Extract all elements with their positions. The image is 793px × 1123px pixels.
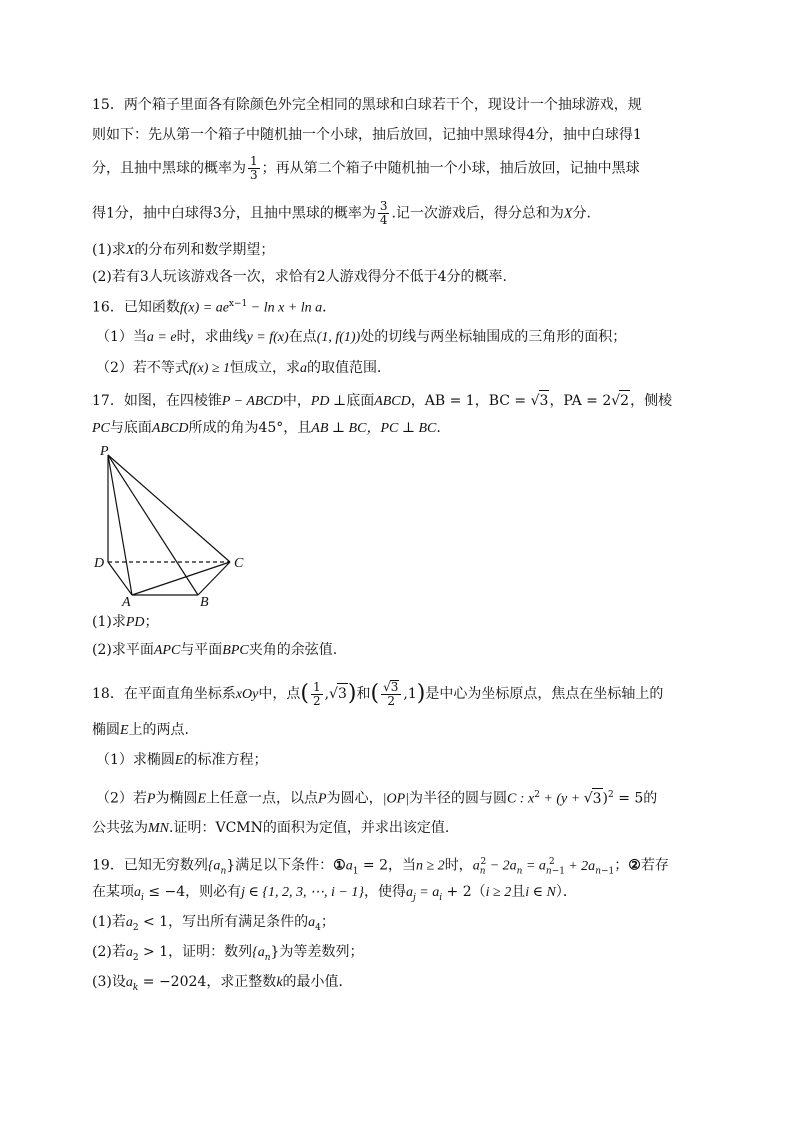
q15-line-3: 分，且抽中黑球的概率为 $\frac{1}{3}$ ；再从第二个箱子中随机抽一个小球，抽后放回，记抽中黑球 [92,154,640,182]
q19-stem-line-2: 在某项$a_i \le -4$，则必有j ∈ {1, 2, 3, ⋯, i − 1}，使得$a_j = a_i + 2(i \ge 2$且i ∈ N）． [92,884,577,903]
q18-subquestion-1: （1）求椭圆E的标准方程； [96,752,268,768]
label-c: C [234,556,244,571]
edge-pb [108,455,198,595]
q15-line-2: 则如下：先从第一个箱子中随机抽一个小球，抽后放回，记抽中黑球得4分，抽中白球得1 [92,127,642,143]
fraction: $\frac{1}{3}$ [250,154,258,182]
q18-stem-line-2: 椭圆E上的两点. [92,722,190,738]
q16-subquestion-2: （2）若不等式f(x) ≥ 1恒成立，求a的取值范围． [96,360,392,376]
label-d: D [94,556,105,571]
q17-stem-line-1: 17．如图，在四棱锥P − ABCD中，PD ⊥底面ABCD，AB = 1，BC = √3，PA = 2√2，侧棱 [92,390,672,412]
q18-subquestion-2: （2）若P为椭圆E上任意一点，以点P为圆心，|OP|为半径的圆与圆C : $x^2 + (y + √3)^2 = 5$的 [96,785,657,810]
label-p: P [100,444,109,459]
q15-subquestion-2: (2)若有3人玩该游戏各一次，求恰有2人游戏得分不低于4分的概率. [92,269,508,285]
label-b: B [200,595,209,610]
q17-stem-line-2: PC与底面ABCD所成的角为45°，且AB ⊥ BC，PC ⊥ BC. [92,420,441,436]
q19-subquestion-1: (1)若$a_2 < 1$，写出所有满足条件的$a_4$； [92,914,335,933]
fraction: $\frac{3}{4}$ [379,199,388,227]
fraction: $\frac{1}{2}$ [312,679,321,708]
q16-stem: 16．已知函数$f(x) = ae^{x-1} - \ln x + \ln a$． [92,299,337,316]
q18-subquestion-2-cont: 公共弦为MN.证明：VCMN的面积为定值，并求出该定值. [92,820,450,836]
q19-subquestion-3: (3)设$a_k = -2024$，求正整数k的最小值． [92,974,353,993]
pyramid-figure [90,440,260,610]
q15-line-1: 15．两个箱子里面各有除颜色外完全相同的黑球和白球若干个，现设计一个抽球游戏，规 [92,97,642,113]
q17-subquestion-1: (1)求PD； [92,614,159,630]
edge-ac [132,562,230,595]
fraction: $\frac{√3}{2}$ [381,680,401,708]
q15-line-4: 得1分，抽中白球得3分，且抽中黑球的概率为 $\frac{3}{4}$ .记一次游戏后，得分总和为X分. [92,199,591,227]
edge-da [108,562,132,595]
q16-subquestion-1: （1）当a = e时，求曲线y = f(x)在点(1, f(1))处的切线与两坐标轴围成的三角形的面积； [96,329,627,345]
q19-subquestion-2: (2)若$a_2 > 1$，证明：数列$\{a_n\}$为等差数列； [92,944,364,963]
edge-pc [108,455,230,562]
q15-subquestion-1: (1)求X的分布列和数学期望； [92,242,275,258]
q19-stem-line-1: 19．已知无穷数列$\{a_n\}$满足以下条件：$①a_1 = 2$，当n ≥ 2时，$a_n^2 - 2a_n = a_{n-1}^2 + 2a_{n-1}$；②若存 [92,857,669,877]
q18-stem-line-1: 18．在平面直角坐标系xOy中，点( $\frac{1}{2}$ ,√3)和( $\frac{√3}{2}$ ,1)是中心为坐标原点，焦点在坐标轴上的 [92,679,664,708]
label-a: A [122,595,131,610]
q17-subquestion-2: (2)求平面APC与平面BPC夹角的余弦值. [92,642,338,658]
edge-pa [108,455,132,595]
